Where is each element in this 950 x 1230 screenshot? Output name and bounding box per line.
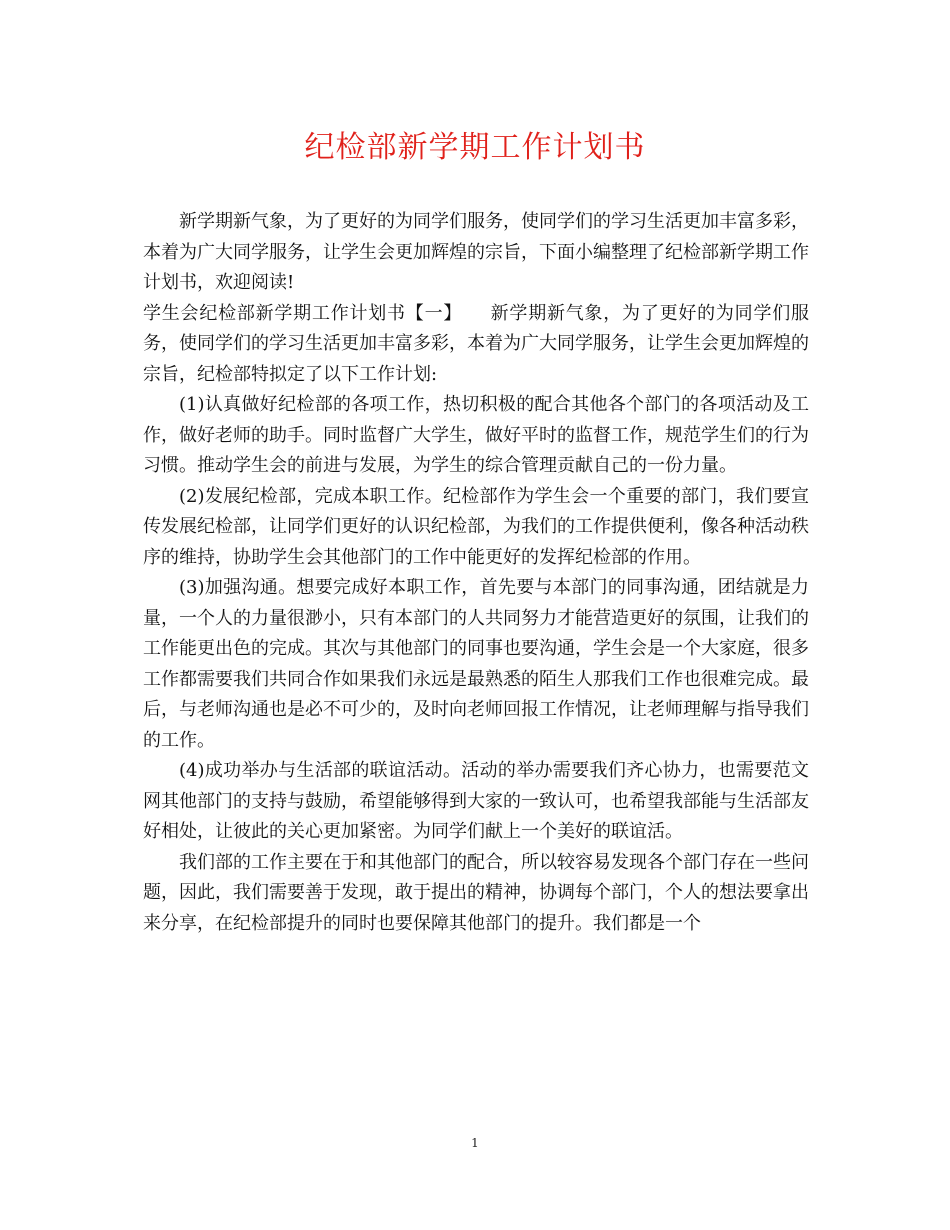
document-body [143,207,809,939]
closing-paragraph: 我们部的工作主要在于和其他部门的配合，所以较容易发现各个部门存在一些问题，因此，我们需要善于发现，敢于提出的精神，协调每个部门，个人的想法要拿出来分享，在纪检部提升的同时也要保障其他部门的提升。我们都是一个 [143,851,809,934]
intro-paragraph: 新学期新气象，为了更好的为同学们服务，使同学们的学习生活更加丰富多彩，本着为广大同学服务，让学生会更加辉煌的宗旨，下面小编整理了纪检部新学期工作计划书，欢迎阅读! [143,211,809,293]
plan-item-2: (2)发展纪检部，完成本职工作。纪检部作为学生会一个重要的部门，我们要宣传发展纪检部，让同学们更好的认识纪检部，为我们的工作提供便利，像各种活动秩序的维持，协助学生会其他部门的工作中能更好的发挥纪检部的作用。 [143,485,809,568]
plan-item-1: (1)认真做好纪检部的各项工作，热切积极的配合其他各个部门的各项活动及工作，做好老师的助手。同时监督广大学生，做好平时的监督工作，规范学生们的行为习惯。推动学生会的前进与发展，为学生的综合管理贡献自己的一份力量。 [143,394,809,476]
page-number: 1 [471,1136,479,1150]
section-heading-paragraph: 学生会纪检部新学期工作计划书【一】 新学期新气象，为了更好的为同学们服务，使同学们的学习生活更加丰富多彩，本着为广大同学服务，让学生会更加辉煌的宗旨，纪检部特拟定了以下工作计划: [143,302,809,385]
document-title: 纪检部新学期工作计划书 [304,130,646,165]
plan-item-3: (3)加强沟通。想要完成好本职工作，首先要与本部门的同事沟通，团结就是力量，一个人的力量很渺小，只有本部门的人共同努力才能营造更好的氛围，让我们的工作能更出色的完成。其次与其他部门的同事也要沟通，学生会是一个大家庭，很多工作都需要我们共同合作如果我们永远是最熟悉的陌生人那我们工作也很难完成。最后，与老师沟通也是必不可少的，及时向老师回报工作情况，让老师理解与指导我们的工作。 [143,577,809,751]
plan-item-4: (4)成功举办与生活部的联谊活动。活动的举办需要我们齐心协力，也需要范文网其他部门的支持与鼓励，希望能够得到大家的一致认可，也希望我部能与生活部友好相处，让彼此的关心更加紧密。为同学们献上一个美好的联谊活。 [143,760,809,842]
